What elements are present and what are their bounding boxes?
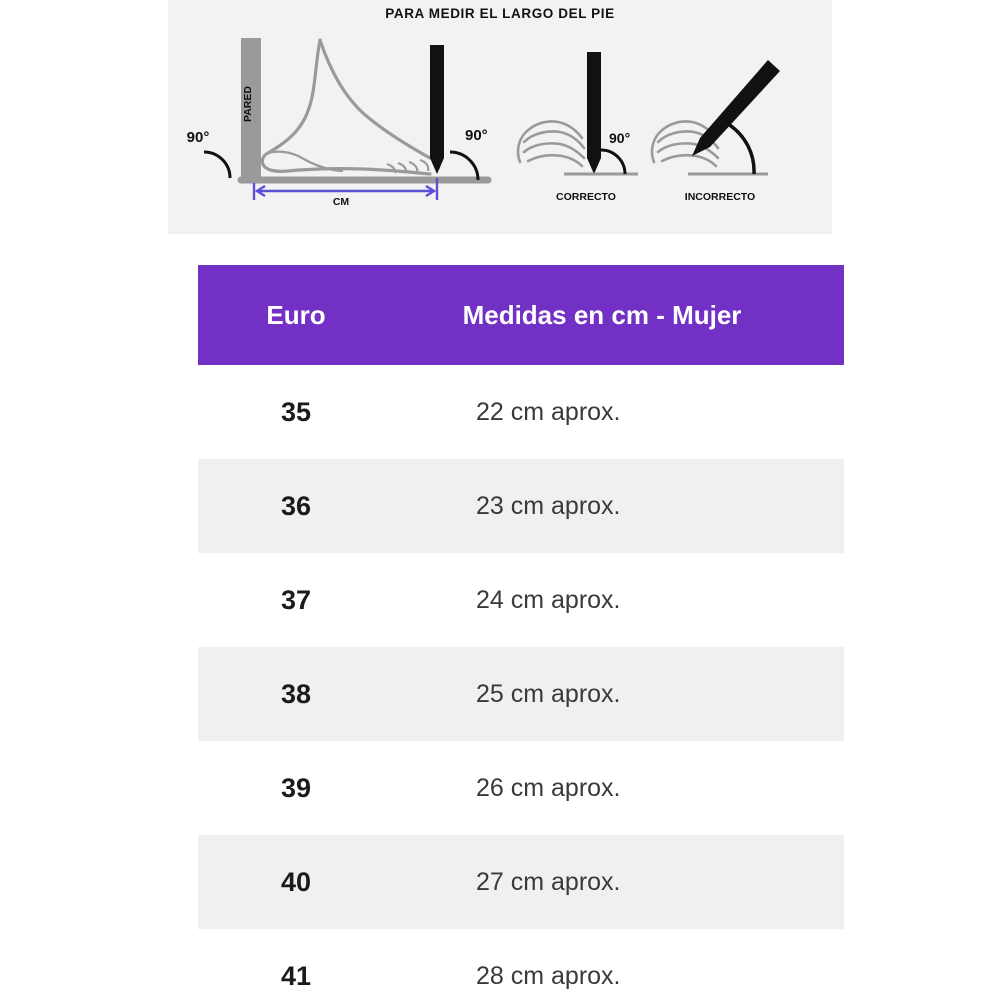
table-head <box>198 265 844 365</box>
measure-label: CM <box>332 196 350 208</box>
toe-3 <box>409 162 417 172</box>
cell-euro-size: 36 <box>280 490 312 521</box>
cell-cm-measure: 26 cm aprox. <box>476 773 621 802</box>
pencil-left <box>430 45 444 174</box>
diagram-illustration <box>168 0 832 234</box>
foot-outline <box>262 40 430 174</box>
size-chart-table <box>198 265 844 1000</box>
incorrect-illustration <box>652 60 780 174</box>
foot-measure-diagram <box>168 0 832 234</box>
angle-label-right: 90° <box>465 127 488 144</box>
cell-cm-measure: 24 cm aprox. <box>476 585 621 614</box>
header-measurements: Medidas en cm - Mujer <box>394 265 844 365</box>
cell-cm-measure: 23 cm aprox. <box>476 491 621 520</box>
cell-euro-size: 40 <box>280 866 312 897</box>
table-body <box>198 365 844 1000</box>
leg-outline <box>320 40 430 158</box>
table-row <box>198 929 844 1000</box>
angle-label-correct: 90° <box>609 130 631 146</box>
cell-euro-size: 38 <box>280 678 312 709</box>
header-euro: Euro <box>198 265 394 365</box>
table-row <box>198 553 844 647</box>
correct-label: CORRECTO <box>556 191 616 203</box>
cell-cm-measure: 27 cm aprox. <box>476 867 621 896</box>
cell-cm-measure: 22 cm aprox. <box>476 397 621 426</box>
table-row <box>198 835 844 929</box>
table-row <box>198 365 844 459</box>
table-row <box>198 459 844 553</box>
cell-cm-measure: 25 cm aprox. <box>476 679 621 708</box>
angle-arc-right <box>450 152 478 180</box>
angle-arc-left <box>204 152 230 178</box>
diagram-title: PARA MEDIR EL LARGO DEL PIE <box>385 6 615 21</box>
cell-euro-size: 39 <box>280 772 312 803</box>
cell-cm-measure: 28 cm aprox. <box>476 961 621 990</box>
table-row <box>198 741 844 835</box>
table-row <box>198 647 844 741</box>
angle-label-left: 90° <box>186 129 210 146</box>
cell-euro-size: 35 <box>280 396 312 427</box>
wall-label: PARED <box>242 86 254 122</box>
cell-euro-size: 37 <box>280 584 312 615</box>
toe-2 <box>420 160 428 171</box>
correct-illustration <box>518 52 638 174</box>
incorrect-label: INCORRECTO <box>684 191 756 203</box>
table-header-row <box>198 265 844 365</box>
cell-euro-size: 41 <box>280 960 312 991</box>
